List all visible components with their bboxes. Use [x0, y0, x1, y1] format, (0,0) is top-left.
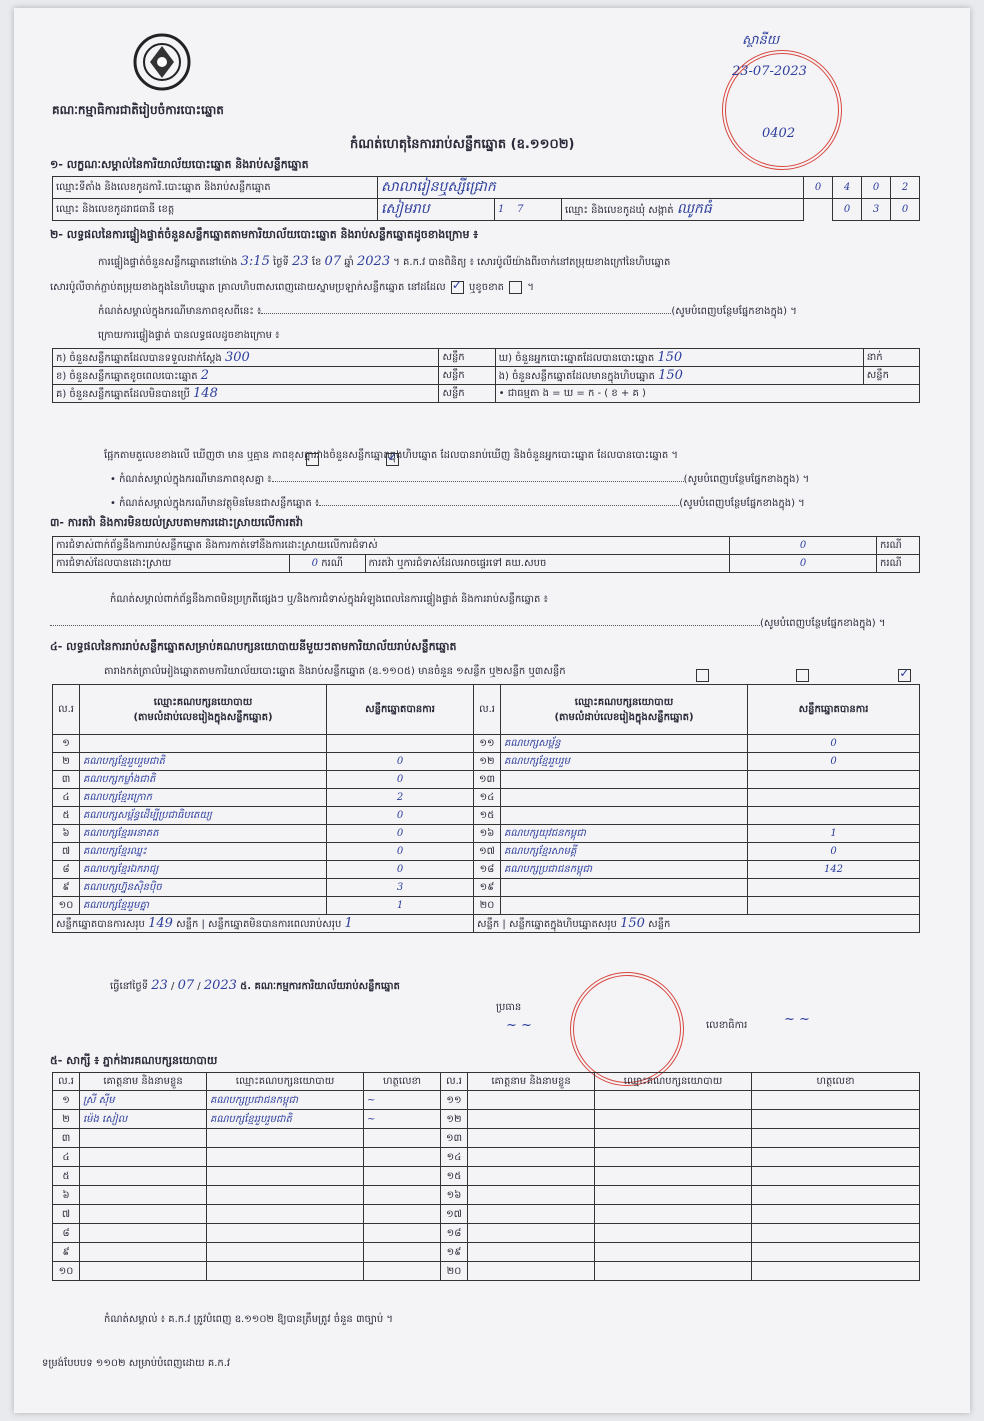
witness-signature	[364, 1186, 441, 1205]
section1-title: ១- លក្ខណៈសម្គាល់នៃការិយាល័យបោះឆ្នោត និងរាប់សន្លឹកឆ្នោត	[50, 158, 309, 171]
witness-signature	[364, 1243, 441, 1262]
party-votes	[327, 735, 474, 753]
form-footer: ទម្រង់បែបបទ ១១០២ សម្រាប់បំពេញដោយ គ.ក.វ	[42, 1358, 231, 1369]
section2-line1: ការផ្ទៀងផ្ទាត់ចំនួនសន្លឹកឆ្នោតនៅម៉ោង 3:15 ថ្ងៃទី 23 ខែ 07 ឆ្នាំ 2023 ។ គ.ក.វ បានពិនិត្យ ៖ សោរប៉ូលីយ៉ាងពីរចាក់នៅតម្រុយខាងក្រៅនៃហិបឆ្នោត	[98, 254, 671, 269]
col-no-left: ល.រ	[53, 685, 80, 735]
witness-row	[53, 1262, 920, 1281]
witness-name	[468, 1243, 595, 1262]
party-no: ១៨	[474, 861, 501, 879]
witness-table	[52, 1072, 920, 1281]
witness-signature	[752, 1205, 920, 1224]
party-name: គណបក្សខ្មែរឯករាជ្យ	[80, 861, 327, 879]
witness-party	[207, 1224, 364, 1243]
row-a: ក) ចំនួនសន្លឹកឆ្នោតដែលបានទទួលដាក់ស្ដែង 300	[53, 349, 439, 367]
party-no: ១៥	[474, 807, 501, 825]
row-b: ខ) ចំនួនសន្លឹកឆ្នោតខូចពេលបោះឆ្នោត 2	[53, 367, 439, 385]
party-votes: 0	[327, 753, 474, 771]
three-sheet-checkbox[interactable]	[898, 669, 911, 682]
section3-title: ៣- ការតវ៉ា និងការមិនយល់ស្របតាមការដោះស្រាយលើការតវ៉ា	[50, 516, 303, 529]
party-name: គណបក្សខ្មែររួមគ្នា	[80, 897, 327, 915]
row-c-unit: សន្លឹក	[439, 385, 495, 403]
objection-row1-unit: ករណី	[877, 537, 920, 555]
commune-code-2: 3	[862, 199, 891, 221]
party-name: គណបក្សសម្ព័ន្ធដើម្បីប្រជាធិបតេយ្យ	[80, 807, 327, 825]
section2-title: ២- លទ្ធផលនៃការផ្ទៀងផ្ទាត់ចំនួនសន្លឹកឆ្នោតតាមការិយាល័យបោះឆ្នោត និងរាប់សន្លឹកឆ្នោតដូចខាងក្រោម ៖	[50, 228, 479, 241]
party-votes: 3	[327, 879, 474, 897]
secretary-label: លេខាធិការ	[706, 1020, 748, 1031]
witness-signature	[752, 1148, 920, 1167]
party-votes: 1	[327, 897, 474, 915]
witness-no: ៣	[53, 1129, 80, 1148]
witness-signature	[752, 1186, 920, 1205]
witness-name	[468, 1186, 595, 1205]
witness-name	[468, 1091, 595, 1110]
party-name	[501, 879, 748, 897]
witness-row	[53, 1110, 920, 1129]
witness-no: ១៧	[441, 1205, 468, 1224]
party-name: គណបក្សសម្ព័ន្ធ	[501, 735, 748, 753]
footnote: កំណត់សម្គាល់ ៖ គ.ក.វ ត្រូវបំពេញ ឧ.១១០២ ឱ្យបានត្រឹមត្រូវ ចំនួន ៣ច្បាប់ ។	[104, 1314, 393, 1325]
province-label: ឈ្មោះ និងលេខកូដរាជធានី ខេត្ត	[53, 199, 378, 221]
compare-line: ផ្អែកតាមតួលេខខាងលើ ឃើញថា មាន ឬគ្មាន ភាពខុសគ្នារវាងចំនួនសន្លឹកឆ្នោតក្នុងហិបឆ្នោត ដែលបានរាប់ឃើញ និងចំនួនអ្នកបោះឆ្នោត ដែលបានបោះឆ្នោត ។	[104, 450, 679, 461]
chair-label: ប្រធាន	[496, 1002, 522, 1013]
witness-no: ១៦	[441, 1186, 468, 1205]
party-row	[53, 879, 920, 897]
row-e-unit: សន្លឹក	[863, 367, 919, 385]
party-no: ១១	[474, 735, 501, 753]
witness-no: ៦	[53, 1186, 80, 1205]
w-col-party-left: ឈ្មោះគណបក្សនយោបាយ	[207, 1073, 364, 1091]
total-valid: សន្លឹកឆ្នោតបានការសរុប 149 សន្លឹក | សន្លឹកឆ្នោតមិនបានការពេលរាប់សរុប 1	[53, 915, 474, 933]
witness-no: ៥	[53, 1167, 80, 1186]
station-code-4: 2	[891, 177, 920, 199]
secretary-signature: ~ ~	[784, 1012, 810, 1027]
row-b-unit: សន្លឹក	[439, 367, 495, 385]
objection-row2b: ការតវ៉ា ឬការជំទាស់ដែលអាចផ្ទេរទៅ គឃ.សបច	[365, 555, 729, 573]
party-votes: 0	[327, 861, 474, 879]
party-votes: 0	[748, 753, 920, 771]
witness-signature	[752, 1110, 920, 1129]
party-no: ៧	[53, 843, 80, 861]
witness-row	[53, 1091, 920, 1110]
party-no: ៣	[53, 771, 80, 789]
party-name: គណបក្សខ្មែរសាមគ្គី	[501, 843, 748, 861]
witness-row	[53, 1243, 920, 1262]
province-name: សៀមរាប	[378, 199, 495, 221]
party-votes	[748, 807, 920, 825]
section5-title: ៥- សាក្សី ៖ ភ្នាក់ងារគណបក្សនយោបាយ	[50, 1054, 218, 1067]
party-name: គណបក្សខ្មែររួបរួម	[501, 753, 748, 771]
party-no: ៩	[53, 879, 80, 897]
party-votes: 0	[327, 843, 474, 861]
witness-name	[468, 1262, 595, 1281]
witness-signature: ~	[364, 1091, 441, 1110]
section3-note-line: (សូមបំពេញបន្ថែមផ្នែកខាងក្នុង) ។	[50, 616, 885, 631]
witness-name: ស្រី ស៊ីម	[80, 1091, 207, 1110]
witness-row	[53, 1224, 920, 1243]
section2-note: កំណត់សម្គាល់ក្នុងករណីមានភាពខុសពីនេះ ៖ (សូមបំពេញបន្ថែមផ្នែកខាងក្នុង) ។	[98, 306, 797, 317]
w-col-no-left: ល.រ	[53, 1073, 80, 1091]
party-row	[53, 843, 920, 861]
witness-name	[468, 1224, 595, 1243]
party-votes: 0	[748, 735, 920, 753]
party-no: ៥	[53, 807, 80, 825]
witness-no: ១៨	[441, 1224, 468, 1243]
station-code-3: 0	[862, 177, 891, 199]
objection-row2b-value: 0	[730, 555, 877, 573]
col-party-left: ឈ្មោះគណបក្សនយោបាយ (តាមលំដាប់លេខរៀងក្នុងសន្លឹកឆ្នោត)	[80, 685, 327, 735]
row-a-unit: សន្លឹក	[439, 349, 495, 367]
witness-row	[53, 1167, 920, 1186]
witness-party: គណបក្សប្រជាជនកម្ពុជា	[207, 1091, 364, 1110]
party-votes: 0	[327, 807, 474, 825]
witness-party	[595, 1224, 752, 1243]
witness-party	[595, 1129, 752, 1148]
party-votes: 2	[327, 789, 474, 807]
party-name: គណបក្សខ្មែរអនាគត	[80, 825, 327, 843]
party-votes: 1	[748, 825, 920, 843]
witness-signature	[752, 1262, 920, 1281]
witness-party	[595, 1205, 752, 1224]
party-name: គណបក្សហ្វ៊ុនស៊ិនប៉ិច	[80, 879, 327, 897]
station-name: សាលារៀនឬស្សីជ្រោក	[378, 177, 804, 199]
witness-party	[595, 1186, 752, 1205]
witness-row	[53, 1148, 920, 1167]
signing-date: ធ្វើនៅថ្ងៃទី 23 / 07 / 2023 ៥. គណៈកម្មការការិយាល័យរាប់សន្លឹកឆ្នោត	[110, 978, 400, 993]
col-votes-left: សន្លឹកឆ្នោតបានការ	[327, 685, 474, 735]
party-row	[53, 897, 920, 915]
stamp-code: 0402	[762, 126, 796, 141]
w-col-sign-left: ហត្ថលេខា	[364, 1073, 441, 1091]
witness-signature	[364, 1129, 441, 1148]
party-results-table	[52, 684, 920, 933]
witness-name	[80, 1205, 207, 1224]
party-no: ១៤	[474, 789, 501, 807]
row-e: ង) ចំនួនសន្លឹកឆ្នោតដែលមានក្នុងហិបឆ្នោត 150	[495, 367, 863, 385]
party-no: ១៧	[474, 843, 501, 861]
party-votes: 0	[327, 825, 474, 843]
party-row	[53, 735, 920, 753]
w-col-party-right: ឈ្មោះគណបក្សនយោបាយ	[595, 1073, 752, 1091]
witness-party	[207, 1148, 364, 1167]
two-sheet-checkbox[interactable]	[796, 669, 809, 682]
witness-party	[595, 1148, 752, 1167]
witness-no: ១៣	[441, 1129, 468, 1148]
party-votes: 0	[748, 843, 920, 861]
party-votes	[748, 789, 920, 807]
witness-party	[595, 1110, 752, 1129]
no-diff-checkbox[interactable]	[386, 453, 399, 466]
witness-row	[53, 1129, 920, 1148]
objection-table	[52, 536, 920, 573]
committee-stamp	[570, 972, 684, 1086]
commune-code-1: 0	[833, 199, 862, 221]
party-name	[80, 735, 327, 753]
party-votes	[748, 771, 920, 789]
nec-logo	[132, 32, 192, 92]
w-col-sign-right: ហត្ថលេខា	[752, 1073, 920, 1091]
party-row	[53, 825, 920, 843]
party-votes: 142	[748, 861, 920, 879]
station-code-2: 4	[833, 177, 862, 199]
party-no: ១៣	[474, 771, 501, 789]
witness-name	[468, 1110, 595, 1129]
row-d-unit: នាក់	[863, 349, 919, 367]
witness-name: ម៉េង សៀល	[80, 1110, 207, 1129]
witness-signature	[364, 1167, 441, 1186]
witness-party	[207, 1262, 364, 1281]
party-no: ២០	[474, 897, 501, 915]
party-name: គណបក្សខ្មែរឈ្នះ	[80, 843, 327, 861]
witness-signature	[364, 1262, 441, 1281]
party-row	[53, 861, 920, 879]
witness-party	[595, 1091, 752, 1110]
witness-no: ១៩	[441, 1243, 468, 1262]
witness-signature	[752, 1167, 920, 1186]
stamp-date: 23-07-2023	[732, 64, 807, 79]
witness-name	[468, 1148, 595, 1167]
stamp-label: ស្ថានីយ	[742, 33, 780, 48]
witness-party	[207, 1129, 364, 1148]
witness-party	[207, 1167, 364, 1186]
party-no: ១០	[53, 897, 80, 915]
section1-table	[52, 176, 920, 221]
party-name: គណបក្សយុវជនកម្ពុជា	[501, 825, 748, 843]
party-no: ១២	[474, 753, 501, 771]
party-no: ៨	[53, 861, 80, 879]
total-inbox: សន្លឹក | សន្លឹកឆ្នោតក្នុងហិបឆ្នោតសរុប 150 សន្លឹក	[474, 915, 920, 933]
witness-signature	[752, 1091, 920, 1110]
section3-note: កំណត់សម្គាល់ពាក់ព័ន្ធនឹងភាពមិនប្រក្រតីផ្សេងៗ ឬ/និងការជំទាស់ក្នុងអំឡុងពេលនៃការផ្ទៀងផ្ទាត់ និងការរាប់សន្លឹកឆ្នោត ៖	[110, 594, 548, 605]
witness-no: ៩	[53, 1243, 80, 1262]
objection-row2: ការជំទាស់ដែលបានដោះស្រាយ	[53, 555, 290, 573]
w-col-name-right: គោត្តនាម និងនាមខ្លួន	[468, 1073, 595, 1091]
broken-checkbox[interactable]	[509, 281, 522, 294]
party-name: គណបក្សប្រជាជនកម្ពុជា	[501, 861, 748, 879]
witness-party	[207, 1205, 364, 1224]
party-votes: 0	[327, 771, 474, 789]
witness-party: គណបក្សខ្មែររួបរួមជាតិ	[207, 1110, 364, 1129]
witness-name	[80, 1148, 207, 1167]
witness-name	[468, 1205, 595, 1224]
witness-no: ៨	[53, 1224, 80, 1243]
party-no: ៦	[53, 825, 80, 843]
witness-no: ២០	[441, 1262, 468, 1281]
row-d: ឃ) ចំនួនអ្នកបោះឆ្នោតដែលបានបោះឆ្នោត 150	[495, 349, 863, 367]
party-name	[501, 771, 748, 789]
witness-no: ៧	[53, 1205, 80, 1224]
one-sheet-checkbox[interactable]	[696, 669, 709, 682]
party-row	[53, 789, 920, 807]
witness-name	[80, 1224, 207, 1243]
commune-cell: ឈ្មោះ និងលេខកូដឃុំ សង្កាត់ ឈូកធំ	[562, 199, 804, 221]
form-title: កំណត់ហេតុនៃការរាប់សន្លឹកឆ្នោត (ឧ.១១០២)	[350, 137, 575, 152]
witness-no: ១៥	[441, 1167, 468, 1186]
witness-name	[468, 1167, 595, 1186]
party-no: ១៦	[474, 825, 501, 843]
witness-name	[80, 1262, 207, 1281]
party-name: គណបក្សខ្មែរក្រោក	[80, 789, 327, 807]
party-votes	[748, 879, 920, 897]
chair-signature: ~ ~	[506, 1018, 532, 1033]
section4-subtitle: តារាងកត់ត្រាលំអៀងឆ្នោតតាមការិយាល័យបោះឆ្នោត និងរាប់សន្លឹកឆ្នោត (ឧ.១១០៥) មានចំនួន ១សន្លឹក ឬ២សន្លឹក ឬ៣សន្លឹក	[104, 666, 566, 677]
witness-no: ២	[53, 1110, 80, 1129]
objection-row1: ការជំទាស់ពាក់ព័ន្ធនឹងការរាប់សន្លឹកឆ្នោត និងការកាត់ទៅនឹងការដោះស្រាយលើការជំទាស់	[53, 537, 730, 555]
witness-signature: ~	[364, 1110, 441, 1129]
witness-signature	[364, 1205, 441, 1224]
has-diff-checkbox[interactable]	[306, 453, 319, 466]
witness-no: ១២	[441, 1110, 468, 1129]
party-name	[501, 897, 748, 915]
witness-party	[595, 1262, 752, 1281]
witness-signature	[752, 1129, 920, 1148]
section2-line2: សោរប៉ូលីចាក់ភ្ជាប់តម្រុយខាងក្នុងនៃហិបឆ្នោត គ្រាលហិបពាសពេញដោយស្នាមប្រឡាក់សន្លឹកឆ្នោត នៅដដែល ✓ ឬខូចខាត ។	[50, 280, 534, 295]
form-page	[14, 8, 970, 1413]
bullet2: • កំណត់សម្គាល់ក្នុងករណីមានវត្ថុមិនមែនជាសន្លឹកឆ្នោត ៖ (សូមបំពេញបន្ថែមផ្នែកខាងក្នុង) ។	[110, 498, 805, 509]
row-c: គ) ចំនួនសន្លឹកឆ្នោតដែលមិនបានប្រើ 148	[53, 385, 439, 403]
witness-no: ៤	[53, 1148, 80, 1167]
witness-party	[207, 1186, 364, 1205]
formula: • ជាធម្មតា ង = ឃ = ក - ( ខ + គ )	[495, 385, 919, 403]
party-row	[53, 753, 920, 771]
witness-signature	[752, 1243, 920, 1262]
witness-name	[80, 1167, 207, 1186]
col-no-right: ល.រ	[474, 685, 501, 735]
party-no: ៤	[53, 789, 80, 807]
witness-name	[80, 1129, 207, 1148]
w-col-name-left: គោត្តនាម និងនាមខ្លួន	[80, 1073, 207, 1091]
party-row	[53, 771, 920, 789]
party-no: ២	[53, 753, 80, 771]
witness-row	[53, 1205, 920, 1224]
objection-row1-value: 0	[730, 537, 877, 555]
party-no: ១	[53, 735, 80, 753]
witness-name	[80, 1186, 207, 1205]
committee-name: គណៈកម្មាធិការជាតិរៀបចំការបោះឆ្នោត	[52, 103, 224, 117]
witness-no: ១០	[53, 1262, 80, 1281]
station-code-1: 0	[804, 177, 833, 199]
witness-signature	[364, 1224, 441, 1243]
bullet1: • កំណត់សម្គាល់ក្នុងករណីមានភាពខុសគ្នា ៖ (សូមបំពេញបន្ថែមផ្នែកខាងក្នុង) ។	[110, 474, 810, 485]
witness-name	[468, 1129, 595, 1148]
party-votes	[748, 897, 920, 915]
witness-party	[595, 1243, 752, 1262]
section4-title: ៤- លទ្ធផលនៃការរាប់សន្លឹកឆ្នោតសម្រាប់គណបក្សនយោបាយនីមួយៗតាមការិយាល័យរាប់សន្លឹកឆ្នោត	[50, 640, 457, 653]
objection-row2-value: 0 ករណី	[290, 555, 366, 573]
witness-party	[207, 1243, 364, 1262]
witness-row	[53, 1186, 920, 1205]
party-name: គណបក្សកម្លាំងជាតិ	[80, 771, 327, 789]
province-code: 1 7	[495, 199, 562, 221]
party-name	[501, 807, 748, 825]
commune-code-3: 0	[891, 199, 920, 221]
witness-party	[595, 1167, 752, 1186]
witness-signature	[752, 1224, 920, 1243]
party-name	[501, 789, 748, 807]
col-votes-right: សន្លឹកឆ្នោតបានការ	[748, 685, 920, 735]
col-party-right: ឈ្មោះគណបក្សនយោបាយ (តាមលំដាប់លេខរៀងក្នុងសន្លឹកឆ្នោត)	[501, 685, 748, 735]
intact-checkbox[interactable]	[451, 281, 464, 294]
witness-no: ១	[53, 1091, 80, 1110]
section2-intro: ក្រោយការផ្ទៀងផ្ទាត់ បានលទ្ធផលដូចខាងក្រោម ៖	[98, 330, 280, 341]
w-col-no-right: ល.រ	[441, 1073, 468, 1091]
ballot-count-table	[52, 348, 920, 403]
party-row	[53, 807, 920, 825]
party-name: គណបក្សខ្មែររួបរួមជាតិ	[80, 753, 327, 771]
witness-no: ១៤	[441, 1148, 468, 1167]
witness-name	[80, 1243, 207, 1262]
objection-row2b-unit: ករណី	[877, 555, 920, 573]
witness-no: ១១	[441, 1091, 468, 1110]
party-no: ១៩	[474, 879, 501, 897]
witness-signature	[364, 1148, 441, 1167]
station-label: ឈ្មោះទីតាំង និងលេខកូដការិ.បោះឆ្នោត និងរាប់សន្លឹកឆ្នោត	[53, 177, 378, 199]
